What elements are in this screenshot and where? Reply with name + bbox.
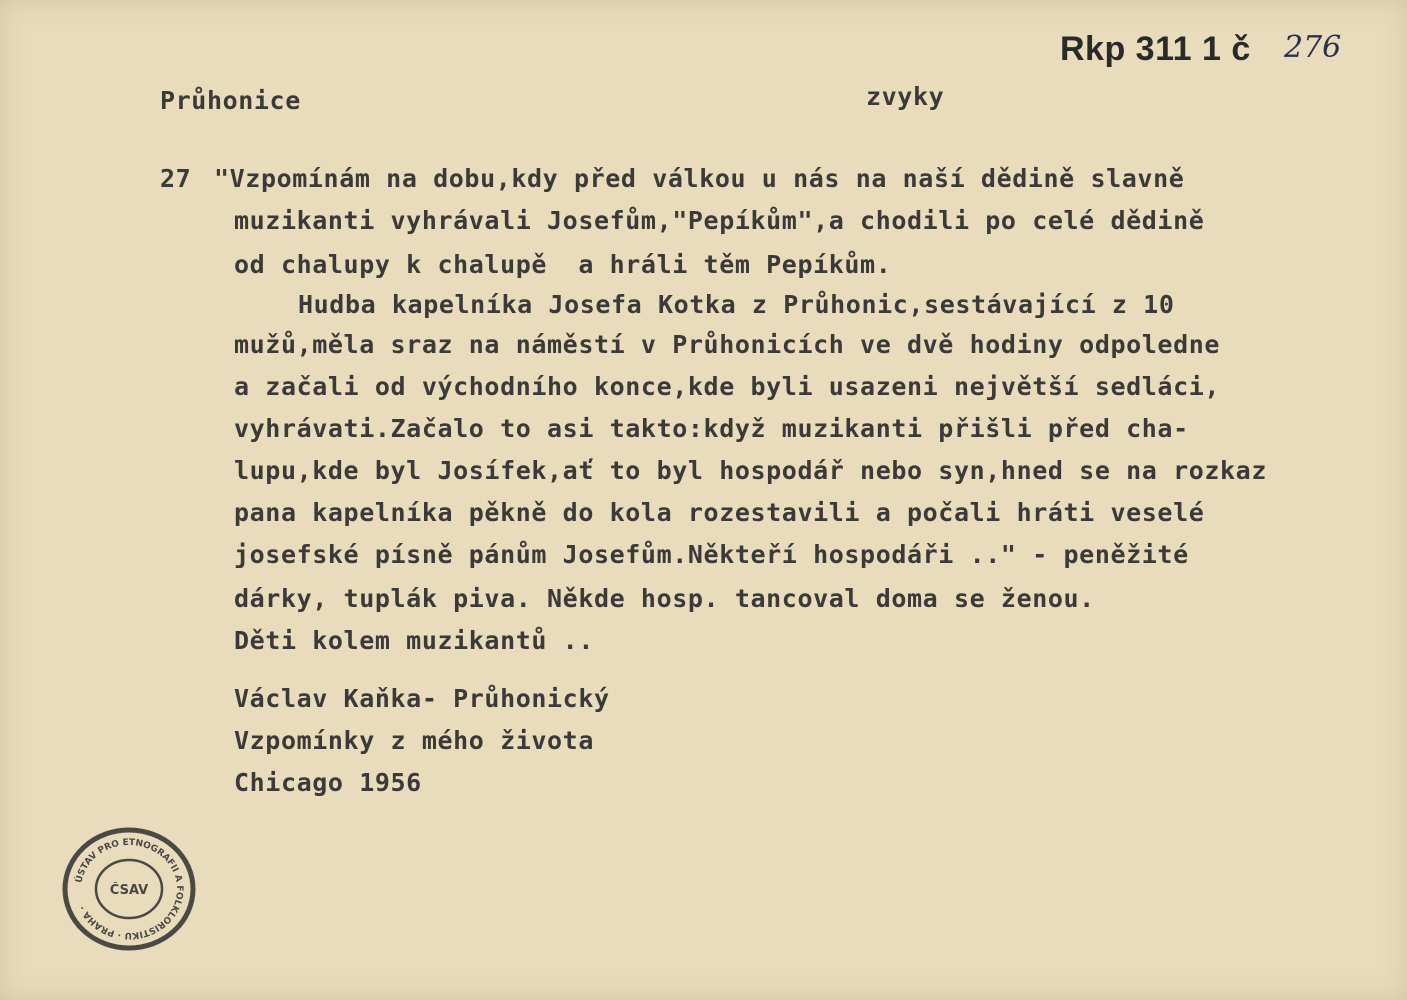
entry-line: Hudba kapelníka Josefa Kotka z Průhonic,sestávající z 10 [298, 290, 1175, 319]
entry-line: pana kapelníka pěkně do kola rozestavili a počali hráti veselé [234, 498, 1205, 527]
entry-line: dárky, tuplák piva. Někde hosp. tancoval doma se ženou. [234, 584, 1095, 613]
stamp-ring-text: ÚSTAV PRO ETNOGRAFII A FOLKLORISTIKU · PRAHA · [74, 837, 185, 941]
entry-line: lupu,kde byl Josífek,ať to byl hospodář nebo syn,hned se na rozkaz [234, 456, 1267, 485]
entry-line: vyhrávati.Začalo to asi takto:když muzikanti přišli před cha- [234, 414, 1189, 443]
source-author: Václav Kaňka- Průhonický [234, 684, 610, 713]
handwritten-number: 276 [1284, 30, 1342, 65]
stamp-center-text: ČSAV [109, 883, 149, 898]
entry-line: mužů,měla sraz na náměstí v Průhonicích ve dvě hodiny odpoledne [234, 330, 1221, 359]
source-title: Vzpomínky z mého života [234, 726, 594, 755]
place-heading: Průhonice [160, 86, 301, 115]
entry-line: od chalupy k chalupě a hráli těm Pepíkům. [234, 250, 892, 279]
entry-number: 27 [160, 164, 192, 193]
entry-line: Děti kolem muzikantů .. [234, 626, 594, 655]
shelfmark: Rkp 311 1 č [1060, 30, 1251, 68]
institute-stamp [60, 826, 198, 952]
source-place-year: Chicago 1956 [234, 768, 422, 797]
entry-line: "Vzpomínám na dobu,kdy před válkou u nás na naší dědině slavně [214, 164, 1185, 193]
topic-heading: zvyky [866, 82, 945, 111]
entry-line: muzikanti vyhrávali Josefům,"Pepíkům",a chodili po celé dědině [234, 206, 1205, 235]
entry-line: a začali od východního konce,kde byli usazeni největší sedláci, [234, 372, 1221, 401]
entry-line: josefské písně pánům Josefům.Někteří hospodáři .." - peněžité [234, 540, 1189, 569]
